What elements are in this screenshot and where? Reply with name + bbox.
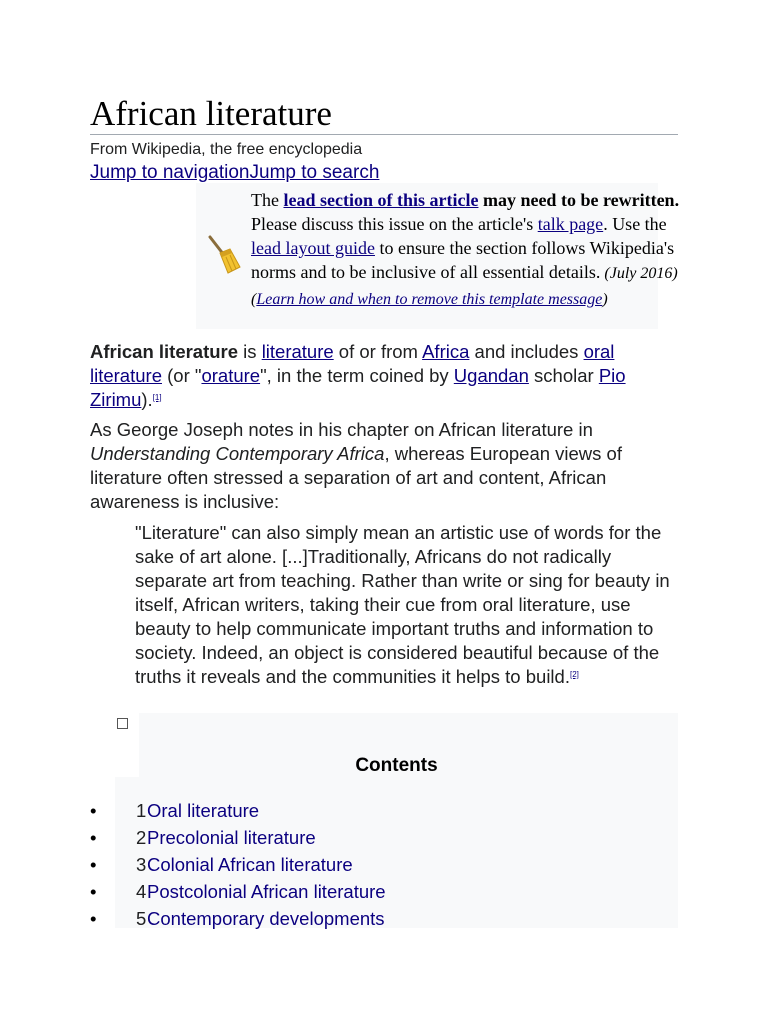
- toc-number: 4: [136, 881, 147, 902]
- notice-text-part: . Use the: [603, 214, 667, 234]
- text-run: , whereas European views of literature often stressed a separation of art and content, African awareness is inclusive:: [90, 443, 622, 512]
- orature-link[interactable]: orature: [201, 365, 261, 386]
- notice-text-part: The: [251, 190, 284, 210]
- bullet-icon: •: [90, 881, 97, 902]
- jump-to-search-link[interactable]: Jump to search: [249, 162, 380, 183]
- notice-text-part: to ensure the section follows Wikipedia's norms and to be inclusive of all essential details.: [251, 238, 675, 282]
- notice-date: (July 2016) (: [251, 265, 678, 308]
- toc-link[interactable]: Postcolonial African literature: [147, 881, 386, 902]
- bullet-icon: •: [90, 800, 97, 821]
- book-title: Understanding Contemporary Africa: [90, 443, 385, 464]
- toc-link[interactable]: Precolonial literature: [147, 827, 316, 848]
- bullet-icon: •: [90, 854, 97, 875]
- blockquote: [135, 521, 680, 689]
- checkbox-icon: [117, 718, 128, 729]
- text-run: is: [238, 341, 262, 362]
- text-run: ).: [141, 389, 153, 410]
- toc-link[interactable]: Oral literature: [147, 800, 260, 821]
- jump-to-navigation-link[interactable]: Jump to navigation: [90, 162, 250, 183]
- text-run: As George Joseph notes in his chapter on African literature in: [90, 419, 593, 440]
- cleanup-notice: [196, 183, 680, 329]
- lead-section-link[interactable]: lead section of this article: [283, 190, 479, 210]
- toc-number: 5: [136, 908, 147, 929]
- africa-link[interactable]: Africa: [422, 341, 470, 362]
- lead-layout-guide-link[interactable]: lead layout guide: [251, 238, 375, 258]
- ugandan-link[interactable]: Ugandan: [453, 365, 529, 386]
- literature-link[interactable]: literature: [261, 341, 334, 362]
- bullet-icon: •: [90, 827, 97, 848]
- pio-zirimu-link[interactable]: Pio Zirimu: [90, 365, 626, 410]
- toc-link[interactable]: Colonial African literature: [147, 854, 353, 875]
- text-run: ", in the term coined by: [260, 365, 454, 386]
- bullet-icon: •: [90, 908, 97, 929]
- intro-paragraph: [90, 340, 680, 412]
- page-title: African literature: [90, 94, 332, 133]
- notice-text-part: Please discuss this issue on the article's: [251, 214, 538, 234]
- text-run: (or ": [161, 365, 202, 386]
- reference-link-2[interactable]: [2]: [569, 670, 579, 679]
- notice-bold-text: may need to be rewritten.: [478, 190, 680, 210]
- text-run: and includes: [469, 341, 584, 362]
- toc-number: 3: [136, 854, 147, 875]
- toc-number: 2: [136, 827, 147, 848]
- site-tagline: From Wikipedia, the free encyclopedia: [90, 141, 363, 158]
- remove-template-link[interactable]: Learn how and when to remove this template message: [256, 291, 603, 308]
- broom-icon: [206, 235, 242, 275]
- toc-number: 1: [136, 800, 147, 821]
- talk-page-link[interactable]: talk page: [537, 214, 604, 234]
- jump-links: [90, 161, 379, 185]
- toc-link[interactable]: Contemporary developments: [147, 908, 385, 929]
- george-joseph-paragraph: [90, 418, 680, 514]
- table-of-contents: [90, 713, 678, 929]
- reference-link-1[interactable]: [1]: [152, 393, 162, 402]
- toc-title: Contents: [355, 755, 438, 776]
- oral-literature-link[interactable]: oral literature: [90, 341, 615, 386]
- toc-toggle-checkbox[interactable]: [115, 713, 139, 737]
- notice-text: [251, 188, 691, 312]
- quote-text: "Literature" can also simply mean an artistic use of words for the sake of art alone. [...]Traditionally, Africans do not radically separate art from teaching. Rather than write or sing for beauty in itself, African writers, taking their cue from oral literature, use beauty to help communicate important truths and information to society. Indeed, an object is considered beautiful because of the truths it reveals and the communities it helps to build.: [135, 522, 670, 687]
- title-divider: [90, 134, 678, 135]
- notice-text-part: ): [602, 291, 608, 308]
- text-run: of or from: [333, 341, 423, 362]
- subject-bold: African literature: [90, 341, 239, 362]
- text-run: scholar: [528, 365, 599, 386]
